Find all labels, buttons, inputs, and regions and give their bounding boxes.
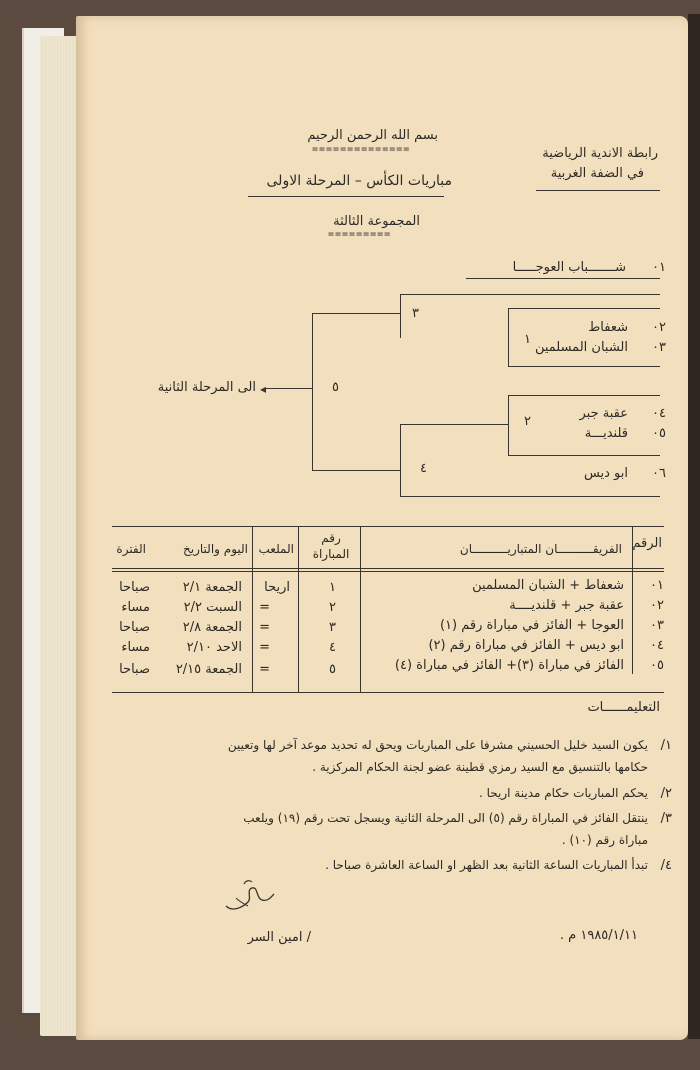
row-stadium: اريحا xyxy=(264,580,290,595)
bracket-team-name-1: شـــــــباب العوجـــــا xyxy=(512,260,626,275)
row-match: ١ xyxy=(329,580,336,595)
table-header-period: الفترة xyxy=(116,542,146,556)
row-match: ٢ xyxy=(329,600,336,615)
row-date: الجمعة ٢/٨ xyxy=(182,620,242,635)
table-col-divider-2 xyxy=(360,526,361,692)
row-match: ٣ xyxy=(329,620,336,635)
row-match: ٥ xyxy=(329,662,336,677)
bracket-team-num-2: ٠٢ xyxy=(652,320,666,335)
row-period: صباحا xyxy=(119,662,150,677)
bracket-team-name-4: عقبة جبر xyxy=(579,406,628,421)
row-num: ٠٣ xyxy=(650,618,664,633)
row-date: الجمعة ٢/١ xyxy=(182,580,242,595)
instruction-line: حكامها بالتنسيق مع السيد رمزي قطينة عضو لجنة الحكام المركزية . xyxy=(312,760,648,774)
row-stadium: = xyxy=(259,640,270,655)
instruction-line: تبدأ المباريات الساعة الثانية بعد الظهر او الساعة العاشرة صباحا . xyxy=(325,858,648,872)
table-col-divider-4 xyxy=(252,526,253,692)
row-stadium: = xyxy=(259,662,270,677)
instruction-line: مباراة رقم (١٠) . xyxy=(561,833,648,847)
bracket-line-m4-bottom xyxy=(400,496,660,497)
match-number-2: ٢ xyxy=(524,414,531,429)
row-stadium: = xyxy=(259,620,270,635)
bracket-team-name-2: شعفاط xyxy=(588,320,628,335)
match-number-5: ٥ xyxy=(332,380,339,395)
instruction-line: يحكم المباريات حكام مدينة اريحا . xyxy=(478,786,648,800)
bracket-team-num-1: ٠١ xyxy=(652,260,666,275)
org-name-line1: رابطة الاندية الرياضية xyxy=(542,146,658,161)
title-underline xyxy=(248,196,444,197)
bracket-line-m4-top xyxy=(400,424,508,425)
bracket-team-num-6: ٠٦ xyxy=(652,466,666,481)
bracket-line-m1-bottom xyxy=(508,366,660,367)
row-period: مساء xyxy=(121,640,150,655)
instruction-number: ٢/ xyxy=(660,786,672,801)
table-col-divider-3 xyxy=(298,526,299,692)
table-header-date: اليوم والتاريخ xyxy=(183,542,248,556)
row-teams: عقبة جبر + قلنديــــة xyxy=(509,598,624,613)
bracket-line-m1-left xyxy=(508,308,509,366)
table-header-num: الرقم xyxy=(632,536,662,551)
instructions-heading: التعليمــــــات xyxy=(587,700,660,715)
row-date: السبت ٢/٢ xyxy=(183,600,242,615)
bracket-team-name-6: ابو ديس xyxy=(583,466,628,481)
basmala-underline: ============== xyxy=(312,144,411,155)
row-num: ٠٥ xyxy=(650,658,664,673)
table-top-rule xyxy=(112,526,664,527)
row-date: الاحد ٢/١٠ xyxy=(186,640,242,655)
basmala: بسم الله الرحمن الرحيم xyxy=(307,128,438,143)
match-number-1: ١ xyxy=(524,332,531,347)
instruction-number: ٣/ xyxy=(660,811,672,826)
row-teams: العوجا + الفائز في مباراة رقم (١) xyxy=(439,618,624,633)
row-teams: الفائز في مباراة (٣)+ الفائز في مباراة (٤) xyxy=(394,658,624,673)
group-title: المجموعة الثالثة xyxy=(333,214,420,229)
row-period: صباحا xyxy=(119,580,150,595)
row-teams: شعفاط + الشبان المسلمين xyxy=(472,578,624,593)
table-header-rule xyxy=(112,568,664,569)
instruction-number: ٤/ xyxy=(660,858,672,873)
bracket-line-m3-left xyxy=(400,294,401,338)
row-num: ٠٤ xyxy=(650,638,664,653)
document-page xyxy=(76,16,688,1040)
bracket-line-m5-left xyxy=(312,313,313,470)
to-stage2-label: الى المرحلة الثانية xyxy=(157,380,256,395)
group-underline: ========= xyxy=(328,229,392,240)
org-name-line2: في الضفة الغربية xyxy=(550,166,644,181)
bracket-arrow-shaft xyxy=(266,388,312,389)
row-teams: ابو ديس + الفائز في مباراة رقم (٢) xyxy=(428,638,624,653)
bracket-line-m1-top xyxy=(508,308,660,309)
bracket-line-m2-bottom xyxy=(508,455,660,456)
table-header-rule-2 xyxy=(112,571,664,572)
handwritten-signature xyxy=(218,872,278,922)
instruction-line: يكون السيد خليل الحسيني مشرفا على المباريات ويحق له تحديد موعد آخر لها وتعيين xyxy=(227,738,648,752)
table-bottom-rule xyxy=(112,692,664,693)
row-stadium: = xyxy=(259,600,270,615)
bracket-line-m3-top xyxy=(400,294,660,295)
row-period: مساء xyxy=(121,600,150,615)
document-date: ١٩٨٥/١/١١ م . xyxy=(559,928,638,943)
document-title: مباريات الكأس – المرحلة الاولى xyxy=(266,173,452,189)
arrow-left-icon: ◂ xyxy=(260,382,267,396)
row-num: ٠٢ xyxy=(650,598,664,613)
right-binding xyxy=(688,14,700,1039)
bracket-line-m4-left xyxy=(400,424,401,496)
table-header-stadium: الملعب xyxy=(258,542,294,556)
bracket-line-m5-bottom xyxy=(312,470,400,471)
instruction-line: ينتقل الفائز في المباراة رقم (٥) الى المرحلة الثانية ويسجل تحت رقم (١٩) ويلعب xyxy=(243,811,648,825)
match-number-4: ٤ xyxy=(420,461,427,476)
row-date: الجمعة ٢/١٥ xyxy=(175,662,242,677)
bracket-line-m5-top xyxy=(312,313,400,314)
table-header-teams: الفريقــــــــــان المتباريــــــــــان xyxy=(459,542,622,556)
bracket-team-num-5: ٠٥ xyxy=(652,426,666,441)
table-header-match: رقم المباراة xyxy=(312,531,350,561)
bracket-line-m2-top xyxy=(508,395,660,396)
row-match: ٤ xyxy=(329,640,336,655)
row-period: صباحا xyxy=(119,620,150,635)
secretary-label: / امين السر xyxy=(247,930,311,945)
bracket-team-name-3: الشبان المسلمين xyxy=(534,340,628,355)
bracket-team-num-4: ٠٤ xyxy=(652,406,666,421)
org-underline xyxy=(536,190,660,191)
row-num: ٠١ xyxy=(650,578,664,593)
bracket-team-num-3: ٠٣ xyxy=(652,340,666,355)
bracket-team-name-5: قلنديـــة xyxy=(584,426,628,441)
bracket-line-m2-left xyxy=(508,395,509,455)
instruction-number: ١/ xyxy=(660,738,672,753)
bracket-line-team1 xyxy=(466,278,660,279)
match-number-3: ٣ xyxy=(412,306,419,321)
